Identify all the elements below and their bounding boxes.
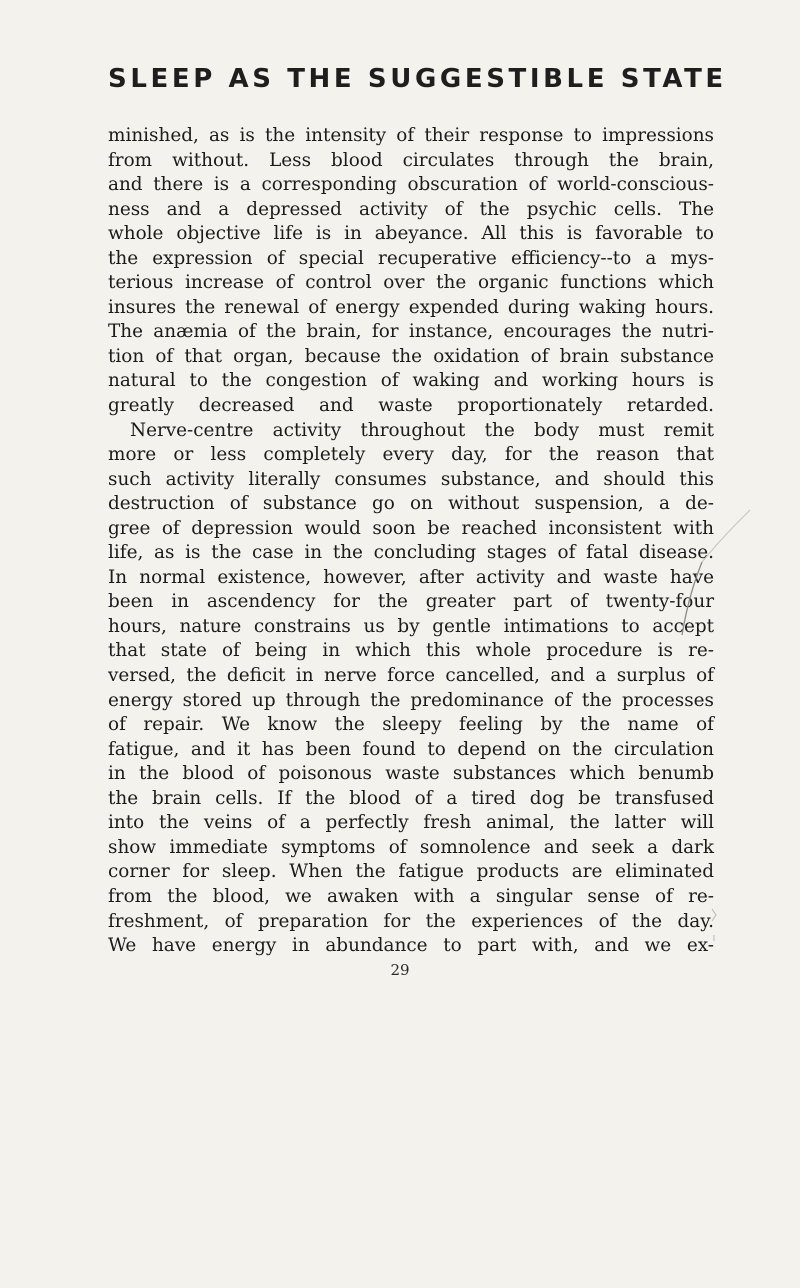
- text-line: fatigue, and it has been found to depend on the circulation: [108, 738, 714, 760]
- text-line: in the blood of poisonous waste substances which benumb: [108, 763, 714, 785]
- text-line: versed, the deficit in nerve force cancelled, and a surplus of: [108, 665, 714, 687]
- text-line: of repair. We know the sleepy feeling by the name of: [108, 714, 714, 736]
- text-line: Nerve-centre activity throughout the body must remit: [130, 419, 714, 441]
- text-line: and there is a corresponding obscuration of world-conscious-: [108, 174, 714, 196]
- text-line: whole objective life is in abeyance. All this is favorable to: [108, 223, 714, 245]
- text-line: that state of being in which this whole procedure is re-: [108, 640, 714, 662]
- text-line: The anæmia of the brain, for instance, encourages the nutri-: [108, 321, 714, 343]
- page-number: 29: [390, 960, 410, 979]
- body-text: [108, 124, 714, 959]
- text-line: destruction of substance go on without suspension, a de-: [108, 493, 714, 515]
- text-line: the expression of special recuperative efficiency--to a mys-: [108, 247, 714, 269]
- text-line: show immediate symptoms of somnolence and seek a dark: [108, 836, 714, 858]
- text-line: from without. Less blood circulates through the brain,: [108, 149, 714, 171]
- text-line: more or less completely every day, for the reason that: [108, 444, 714, 466]
- text-line: such activity literally consumes substance, and should this: [108, 468, 714, 490]
- text-line: gree of depression would soon be reached inconsistent with: [108, 517, 714, 539]
- text-line: minished, as is the intensity of their response to impressions: [108, 125, 714, 146]
- text-line: freshment, of preparation for the experiences of the day.: [108, 910, 714, 932]
- text-line: greatly decreased and waste proportionately retarded.: [108, 395, 714, 417]
- text-line: the brain cells. If the blood of a tired dog be transfused: [108, 787, 714, 809]
- text-line: energy stored up through the predominance of the processes: [108, 689, 714, 711]
- text-line: life, as is the case in the concluding stages of fatal disease.: [108, 542, 714, 564]
- text-line: In normal existence, however, after activity and waste have: [108, 566, 714, 588]
- text-line: into the veins of a perfectly fresh animal, the latter will: [108, 812, 714, 834]
- text-line: hours, nature constrains us by gentle intimations to accept: [108, 615, 714, 637]
- text-line: been in ascendency for the greater part of twenty-four: [108, 591, 714, 613]
- text-line: natural to the congestion of waking and working hours is: [108, 370, 714, 392]
- text-line: insures the renewal of energy expended during waking hours.: [108, 296, 714, 318]
- text-line: corner for sleep. When the fatigue products are eliminated: [108, 861, 714, 883]
- text-line: We have energy in abundance to part with, and we ex-: [108, 935, 714, 957]
- text-line: from the blood, we awaken with a singular sense of re-: [108, 885, 714, 907]
- running-head: SLEEP AS THE SUGGESTIBLE STATE: [108, 64, 727, 94]
- text-line: ness and a depressed activity of the psychic cells. The: [108, 198, 714, 220]
- text-line: tion of that organ, because the oxidation of brain substance: [108, 345, 714, 367]
- text-line: terious increase of control over the organic functions which: [108, 272, 714, 294]
